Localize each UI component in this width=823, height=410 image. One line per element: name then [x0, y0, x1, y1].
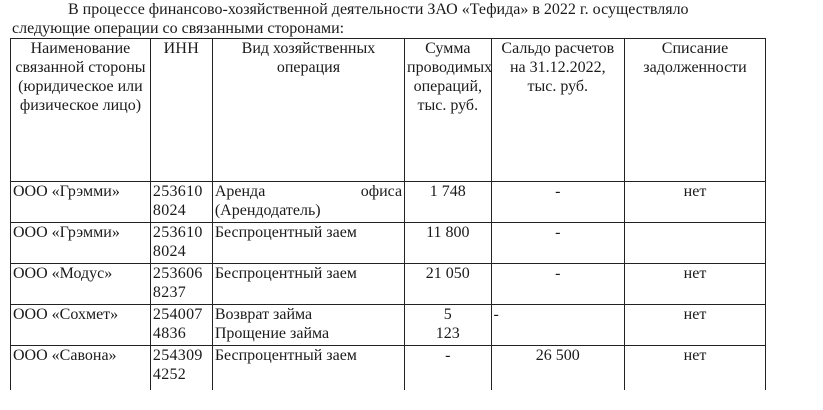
cell-inn: 2536108024: [150, 223, 212, 264]
cell-saldo: -: [491, 264, 624, 305]
cell-kind: [212, 305, 404, 346]
cell-kind-line-2: Прощение займа: [214, 325, 330, 342]
cell-sum-line-1: 5: [443, 306, 452, 323]
cell-sum: -: [405, 346, 491, 391]
cell-sum-line-2: 123: [435, 325, 460, 342]
table-row: [11, 223, 766, 264]
cell-saldo: 26 500: [491, 346, 624, 391]
cell-inn: 2543094252: [150, 346, 212, 391]
cell-sum: [405, 305, 491, 346]
cell-sum: 21 050: [405, 264, 491, 305]
cell-kind: Беспроцентный заем: [212, 223, 404, 264]
cell-sum: 11 800: [405, 223, 491, 264]
cell-name: ООО «Грэмми»: [11, 182, 151, 223]
cell-name: ООО «Грэмми»: [11, 223, 151, 264]
cell-writeoff: нет: [625, 264, 766, 305]
cell-kind-line-1: Возврат займа: [214, 306, 313, 323]
intro-paragraph: [12, 0, 820, 38]
cell-writeoff: [625, 223, 766, 264]
intro-line-1: В процессе финансово-хозяйственной деятельности ЗАО «Тефида» в 2022 г. осуществляло: [68, 1, 689, 18]
header-sum: Сумма проводимых операций, тыс. руб.: [405, 39, 491, 182]
header-writeoff: Списание задолженности: [625, 39, 766, 182]
cell-kind: Беспроцентный заем: [212, 346, 404, 391]
cell-saldo: -: [491, 223, 624, 264]
cell-kind: Беспроцентный заем: [212, 264, 404, 305]
header-kind: Вид хозяйственных операция: [212, 39, 404, 182]
cell-sum: 1 748: [405, 182, 491, 223]
header-inn: ИНН: [150, 39, 212, 182]
cell-inn: 2540074836: [150, 305, 212, 346]
header-saldo: Сальдо расчетов на 31.12.2022, тыс. руб.: [491, 39, 624, 182]
cell-writeoff: нет: [625, 182, 766, 223]
table-row: [11, 264, 766, 305]
table-row: [11, 182, 766, 223]
related-parties-table: [10, 38, 766, 390]
table-row: [11, 346, 766, 391]
header-name: Наименование связанной стороны (юридическое или физическое лицо): [11, 39, 151, 182]
cell-name: ООО «Савона»: [11, 346, 151, 391]
cell-writeoff: нет: [625, 305, 766, 346]
cell-kind: Аренда офиса (Арендодатель): [212, 182, 404, 223]
table-header-row: [11, 39, 766, 182]
cell-saldo: -: [491, 305, 624, 346]
cell-name: ООО «Сохмет»: [11, 305, 151, 346]
cell-inn: 2536068237: [150, 264, 212, 305]
table-row: [11, 305, 766, 346]
cell-writeoff: нет: [625, 346, 766, 391]
cell-inn: 2536108024: [150, 182, 212, 223]
cell-name: ООО «Модус»: [11, 264, 151, 305]
intro-line-2: следующие операции со связанными сторонами:: [12, 20, 345, 37]
cell-saldo: -: [491, 182, 624, 223]
